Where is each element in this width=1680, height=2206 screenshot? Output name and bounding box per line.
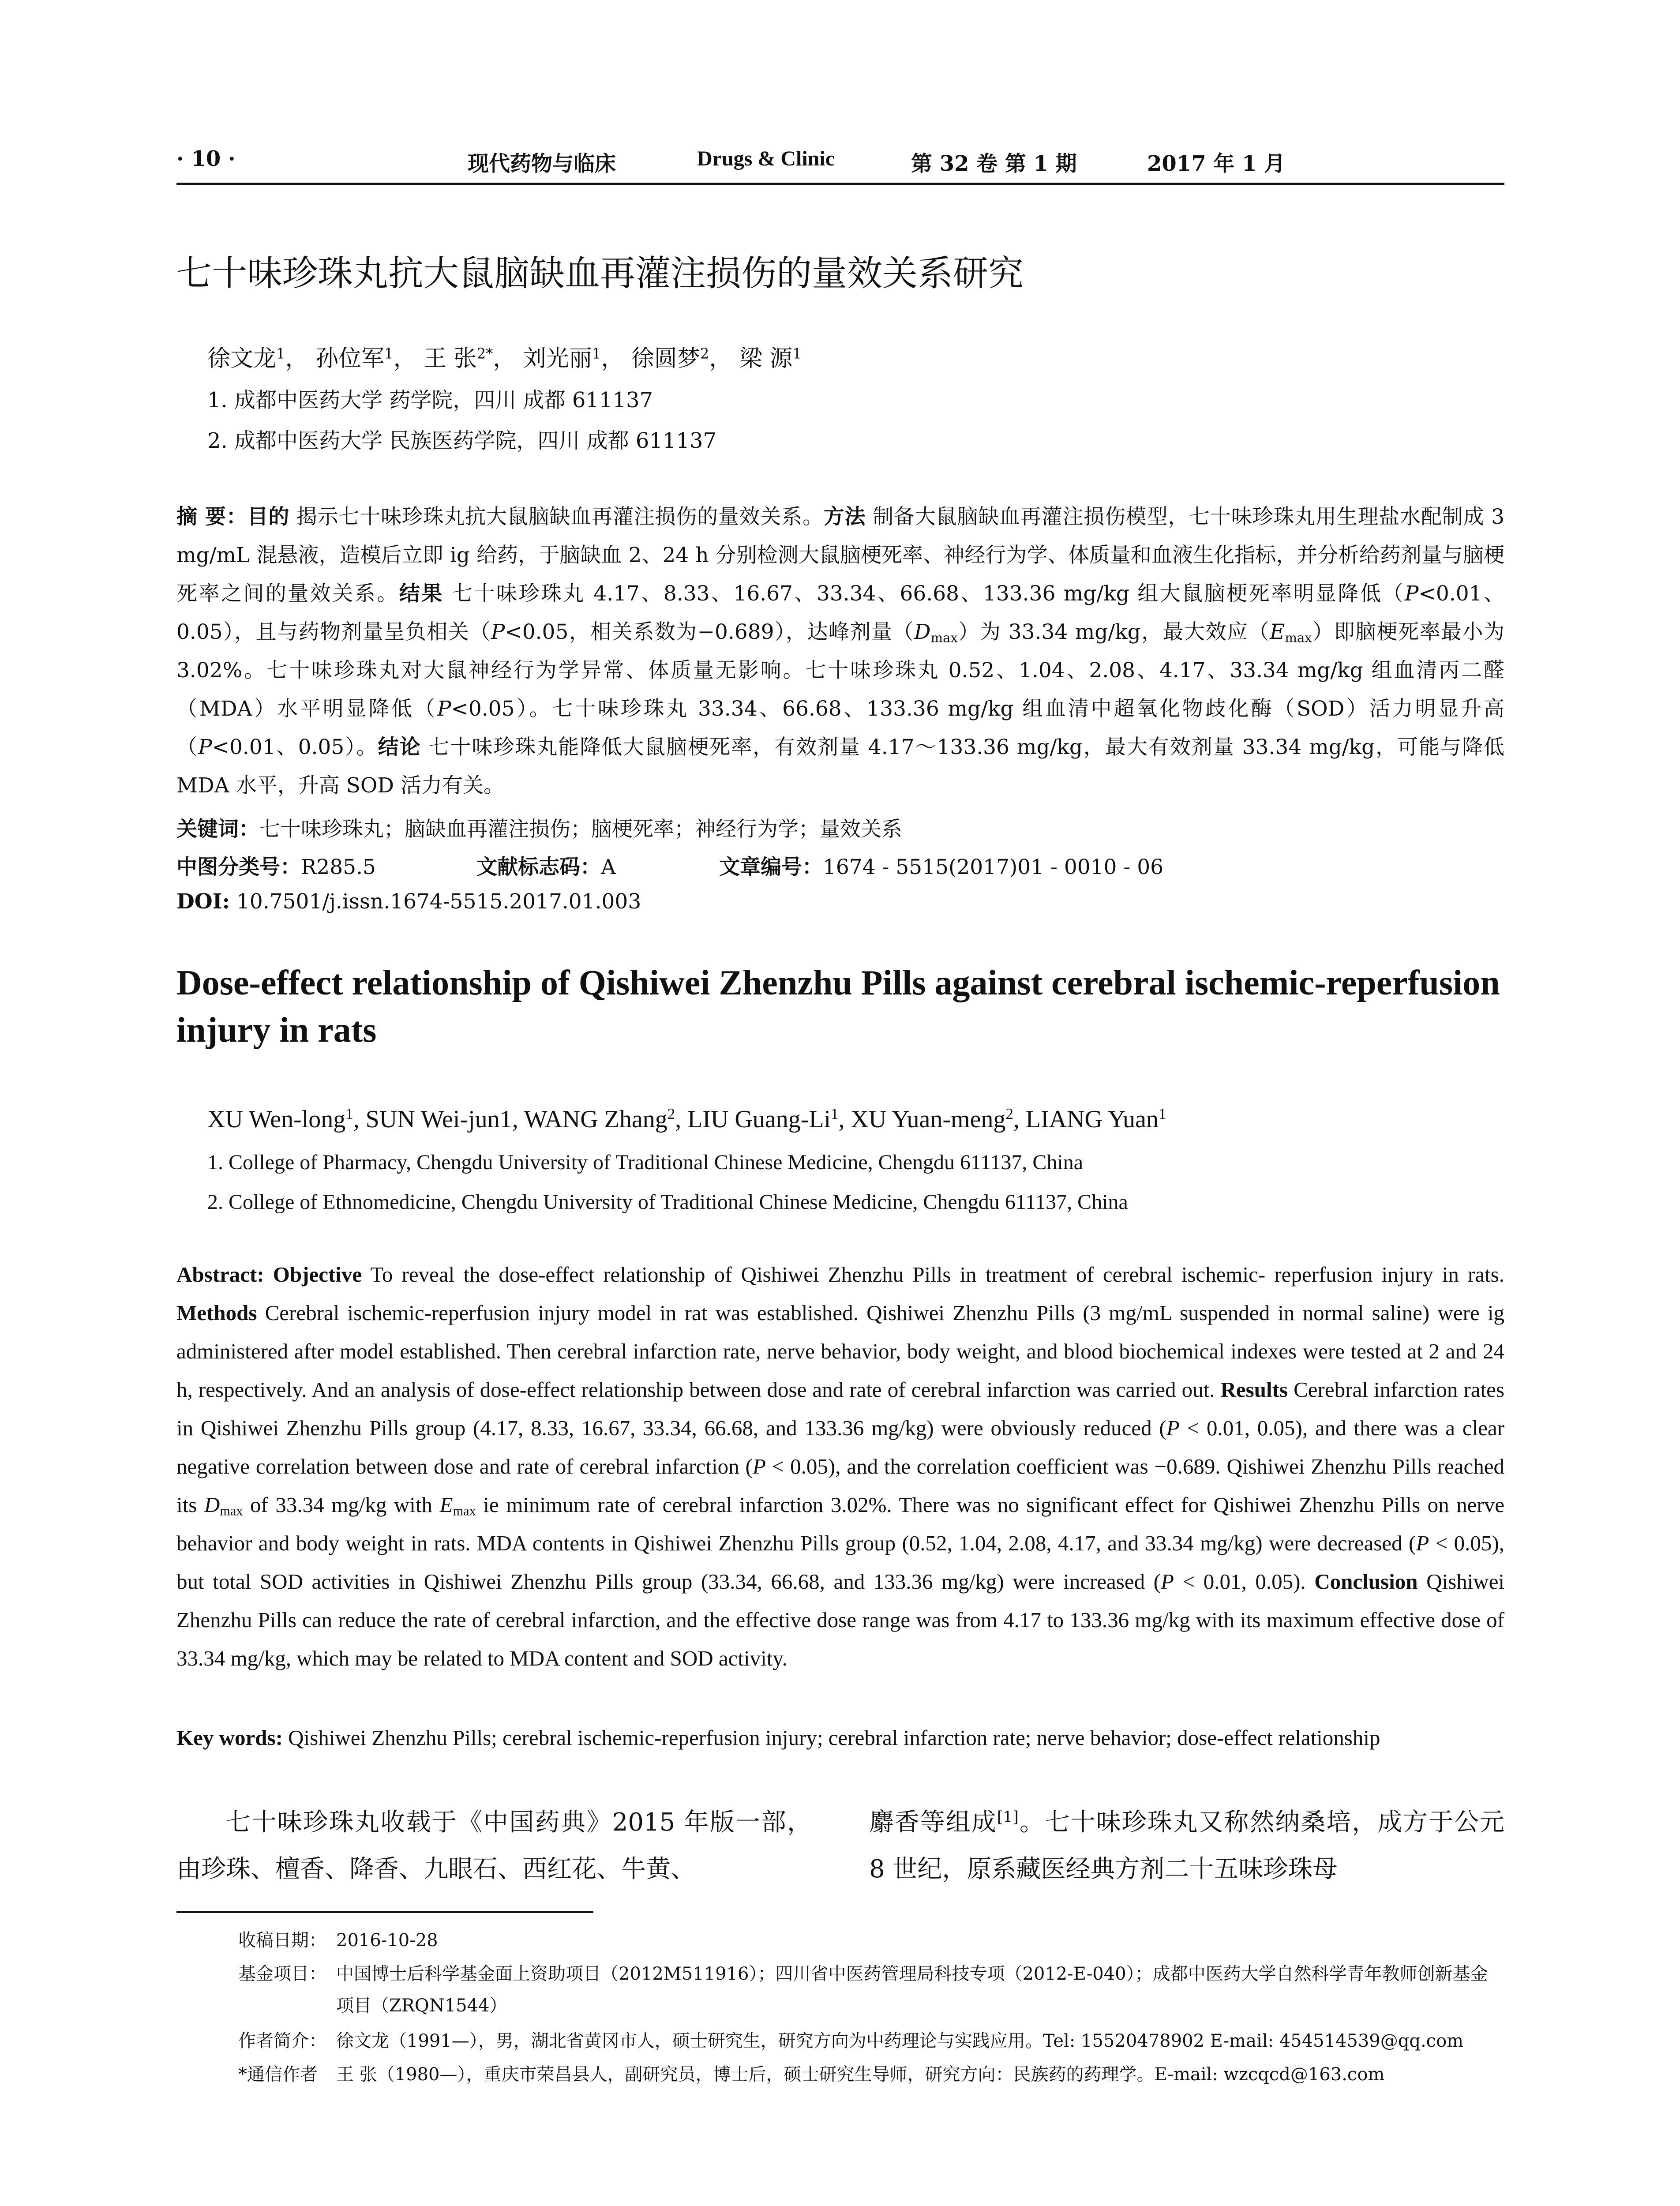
conclusion-en-text: Qishiwei Zhenzhu Pills can reduce the rate of cerebral infarction, and the effective dose range was from 4.17 to 133.36 mg/kg with its maximum effective dose of 33.34 mg/kg, which may be related to MDA content and SOD activity. bbox=[176, 1569, 1505, 1670]
max-subscript: max bbox=[930, 630, 958, 645]
doi-value[interactable]: 10.7501/j.issn.1674-5515.2017.01.003 bbox=[236, 889, 641, 914]
results-en-label: Results bbox=[1220, 1377, 1288, 1402]
p-symbol: P bbox=[1416, 1531, 1429, 1555]
citation-ref[interactable]: [1] bbox=[997, 1808, 1019, 1826]
keywords-text: 七十味珍珠丸；脑缺血再灌注损伤；脑梗死率；神经行为学；量效关系 bbox=[259, 817, 902, 841]
e-symbol: E bbox=[439, 1493, 453, 1517]
journal-name-cn: 现代药物与临床 bbox=[468, 151, 616, 176]
author-aff: 1 bbox=[592, 345, 601, 362]
affiliation-cn-2: 2. 成都中医药大学 民族医药学院，四川 成都 611137 bbox=[207, 428, 717, 453]
journal-name-en: Drugs & Clinic bbox=[697, 147, 835, 170]
conclusion-text: 七十味珍珠丸能降低大鼠脑梗死率，有效剂量 4.17～133.36 mg/kg，最大有效剂量 33.34 mg/kg，可能与降低 MDA 水平，升高 SOD 活力有关。 bbox=[176, 735, 1504, 798]
abstract-en bbox=[176, 1255, 1504, 1677]
max-subscript: max bbox=[453, 1503, 476, 1519]
footnote-text: 王 张（1980—），重庆市荣昌县人，副研究员，博士后，硕士研究生导师，研究方向：民族药的药理学。E-mail: wzcqcd@163.com bbox=[336, 2064, 1385, 2085]
keywords-label: 关键词： bbox=[176, 817, 259, 841]
authors-en: XU Wen-long$^1$, SUN Wei-jun1, WANG Zhang$^2$, LIU Guang-Li$^1$, XU Yuan-meng$^2$, LIANG Yuan$^1$ bbox=[207, 1105, 1166, 1133]
page-number: · 10 · bbox=[176, 146, 236, 171]
author-name: 梁 源 bbox=[739, 345, 793, 372]
objective-en-text: To reveal the dose-effect relationship of Qishiwei Zhenzhu Pills in treatment of cerebral ischemic- reperfusion injury in rats. bbox=[370, 1262, 1504, 1287]
author-aff: 1 bbox=[831, 1105, 839, 1122]
objective-text: 揭示七十味珍珠丸抗大鼠脑缺血再灌注损伤的量效关系。 bbox=[296, 505, 824, 529]
author-name: 徐文龙 bbox=[207, 345, 277, 372]
clc-value: R285.5 bbox=[301, 855, 376, 879]
abstract-label: 摘 要： bbox=[176, 505, 248, 529]
author-aff: 1 bbox=[1159, 1105, 1166, 1122]
clc-label: 中图分类号： bbox=[176, 855, 301, 879]
methods-en-label: Methods bbox=[176, 1301, 257, 1325]
results-en-text: of 33.34 mg/kg with bbox=[243, 1493, 440, 1517]
author-aff: 2* bbox=[476, 345, 493, 362]
author-name: 王 张 bbox=[424, 345, 477, 372]
article-number-label: 文章编号： bbox=[719, 855, 823, 879]
results-text: <0.01、0.05），且与药物剂量呈负相关（ bbox=[176, 582, 1505, 644]
methods-label: 方法 bbox=[823, 505, 866, 529]
author-name: 孙位军 bbox=[315, 345, 385, 372]
objective-label: 目的 bbox=[247, 505, 290, 529]
body-left-column: 七十味珍珠丸收载于《中国药典》2015 年版一部，由珍珠、檀香、降香、九眼石、西红花、牛黄、 bbox=[176, 1808, 812, 1883]
author-name: 刘光丽 bbox=[523, 345, 592, 372]
footnote-text: 徐文龙（1991—），男，湖北省黄冈市人，硕士研究生，研究方向为中药理论与实践应用。Tel: 15520478902 E-mail: 454514539@qq.com bbox=[336, 2031, 1464, 2051]
author-aff: 2 bbox=[700, 345, 709, 362]
results-en-text: < 0.01, 0.05), and there was a clear negative correlation between dose and rate of cerebral infarction ( bbox=[176, 1416, 1504, 1478]
d-symbol: D bbox=[204, 1493, 220, 1517]
doi-label: DOI: bbox=[176, 889, 230, 914]
keywords-cn bbox=[176, 813, 902, 842]
doi-line bbox=[176, 889, 641, 914]
max-subscript: max bbox=[1285, 630, 1312, 645]
conclusion-en-label: Conclusion bbox=[1314, 1569, 1418, 1594]
p-symbol: P bbox=[752, 1454, 766, 1478]
issue-date: 2017 年 1 月 bbox=[1147, 151, 1286, 176]
author-name: 徐圆梦 bbox=[631, 345, 700, 372]
author-name: XU Wen-long bbox=[207, 1106, 346, 1133]
footnote-text: 中国博士后科学基金面上资助项目（2012M511916）；四川省中医药管理局科技专项（2012-E-040）；成都中医药大学自然科学青年教师创新基金项目（ZRQN1544） bbox=[336, 1964, 1488, 2016]
author-name: SUN Wei-jun1 bbox=[365, 1106, 512, 1133]
footnote-label: 基金项目： bbox=[238, 1964, 326, 1984]
article-number-value: 1674 - 5515(2017)01 - 0010 - 06 bbox=[823, 855, 1164, 879]
abstract-en-label: Abstract: bbox=[176, 1262, 264, 1287]
author-aff: 1 bbox=[384, 345, 394, 362]
keywords-en-text: Qishiwei Zhenzhu Pills; cerebral ischemic-reperfusion injury; cerebral infarction rate; nerve behavior; dose-effect relationship bbox=[288, 1726, 1380, 1750]
author-name: LIU Guang-Li bbox=[687, 1106, 831, 1133]
body-text: 麝香等组成 bbox=[869, 1808, 997, 1837]
authors-cn: 徐文龙$^1$， 孙位军$^1$， 王 张$^{2*}$， 刘光丽$^1$， 徐圆梦$^2$， 梁 源$^1$ bbox=[207, 345, 802, 372]
volume-issue: 第 32 卷 第 1 期 bbox=[911, 151, 1077, 176]
doc-code-label: 文献标志码： bbox=[476, 855, 601, 879]
p-symbol: P bbox=[1404, 582, 1419, 606]
title-cn: 七十味珍珠丸抗大鼠脑缺血再灌注损伤的量效关系研究 bbox=[176, 253, 1024, 294]
results-en-text: Cerebral infarction rates in Qishiwei Zhenzhu Pills group (4.17, 8.33, 16.67, 33.34, 66.68, and 133.36 mg/kg) were obviously reduced ( bbox=[176, 1377, 1504, 1440]
methods-en-text: Cerebral ischemic-reperfusion injury model in rat was established. Qishiwei Zhenzhu Pills (3 mg/mL suspended in normal saline) were ig administered after model established. Then cerebral infarction rate, nerve behavior, body weight, and blood biochemical indexes were tested at 2 and 24 h, respectively. And an analysis of dose-effect relationship between dose and rate of cerebral infarction was carried out. bbox=[176, 1301, 1504, 1402]
results-en-text: < 0.05), and the correlation coefficient was −0.689. Qishiwei Zhenzhu Pills reached its bbox=[176, 1454, 1504, 1517]
objective-en-label: Objective bbox=[273, 1262, 362, 1287]
author-aff: 1 bbox=[345, 1105, 353, 1122]
author-aff: 1 bbox=[792, 345, 802, 362]
running-header bbox=[176, 140, 1504, 185]
body-right-column bbox=[869, 1799, 1504, 1893]
results-text: ）为 33.34 mg/kg，最大效应（ bbox=[957, 620, 1270, 644]
footnote-label: 收稿日期： bbox=[238, 1930, 326, 1951]
affiliation-cn-1: 1. 成都中医药大学 药学院，四川 成都 611137 bbox=[207, 388, 653, 413]
author-name: LIANG Yuan bbox=[1025, 1106, 1159, 1133]
author-name: WANG Zhang bbox=[524, 1106, 668, 1133]
e-symbol: E bbox=[1270, 620, 1285, 644]
footnote-text: 2016-10-28 bbox=[336, 1930, 438, 1951]
footnote-divider bbox=[176, 1911, 593, 1913]
methods-text: 制备大鼠脑缺血再灌注损伤模型，七十味珍珠丸用生理盐水配制成 3 mg/mL 混悬液，造模后立即 ig 给药，于脑缺血 2、24 h 分别检测大鼠脑梗死率、神经行为学、体质量和血液生化指标，并分析给药剂量与脑梗死率之间的量效关系。 bbox=[176, 505, 1505, 606]
body-text: 。七十味珍珠丸又称然纳桑培，成方于公元 8 世纪，原系藏医经典方剂二十五味珍珠母 bbox=[869, 1808, 1505, 1883]
p-symbol: P bbox=[198, 735, 212, 759]
keywords-en-label: Key words: bbox=[176, 1726, 283, 1750]
abstract-cn bbox=[176, 498, 1504, 805]
affiliation-en-1: 1. College of Pharmacy, Chengdu University of Traditional Chinese Medicine, Chengdu 611137, China bbox=[207, 1151, 1084, 1174]
author-aff: 2 bbox=[1005, 1105, 1013, 1122]
d-symbol: D bbox=[914, 620, 931, 644]
p-symbol: P bbox=[1161, 1569, 1174, 1594]
results-text: <0.05）。七十味珍珠丸 33.34、66.68、133.36 mg/kg 组血清中超氧化物歧化酶（SOD）活力明显升高（ bbox=[176, 697, 1505, 759]
results-text: ）即脑梗死率最小为 3.02%。七十味珍珠丸对大鼠神经行为学异常、体质量无影响。七十味珍珠丸 0.52、1.04、2.08、4.17、33.34 mg/kg 组血清丙二醛（MDA）水平明显降低（ bbox=[176, 620, 1504, 721]
author-aff: 2 bbox=[667, 1105, 675, 1122]
p-symbol: P bbox=[437, 697, 451, 721]
results-text: 七十味珍珠丸 4.17、8.33、16.67、33.34、66.68、133.36 mg/kg 组大鼠脑梗死率明显降低（ bbox=[452, 582, 1405, 606]
results-text: <0.01、0.05）。 bbox=[212, 735, 378, 759]
results-en-text: < 0.05), but total SOD activities in Qishiwei Zhenzhu Pills group (33.34, 66.68, and 133.36 mg/kg) were increased ( bbox=[176, 1531, 1505, 1594]
affiliation-en-2: 2. College of Ethnomedicine, Chengdu University of Traditional Chinese Medicine, Chengdu 611137, China bbox=[207, 1190, 1128, 1214]
footnote-label: *通信作者 bbox=[238, 2064, 318, 2085]
title-en: Dose-effect relationship of Qishiwei Zhenzhu Pills against cerebral ischemic-reperfusion injury in rats bbox=[176, 964, 1500, 1050]
author-name: XU Yuan-meng bbox=[851, 1106, 1006, 1133]
keywords-en bbox=[176, 1725, 1504, 1750]
results-text: <0.05，相关系数为−0.689），达峰剂量（ bbox=[505, 620, 914, 644]
results-en-text: < 0.01, 0.05). bbox=[1174, 1569, 1306, 1594]
max-subscript: max bbox=[220, 1503, 243, 1519]
p-symbol: P bbox=[491, 620, 505, 644]
conclusion-label: 结论 bbox=[378, 735, 421, 759]
results-label: 结果 bbox=[399, 582, 444, 606]
results-en-text: ie minimum rate of cerebral infarction 3.02%. There was no significant effect for Qishiwei Zhenzhu Pills on nerve behavior and body weight in rats. MDA contents in Qishiwei Zhenzhu Pills group (0.52, 1.04, 2.08, 4.17, and 33.34 mg/kg) were decreased ( bbox=[176, 1493, 1504, 1555]
author-aff: 1 bbox=[276, 345, 285, 362]
p-symbol: P bbox=[1166, 1416, 1180, 1440]
footnote-label: 作者简介： bbox=[238, 2031, 326, 2051]
doc-code-value: A bbox=[601, 855, 616, 879]
